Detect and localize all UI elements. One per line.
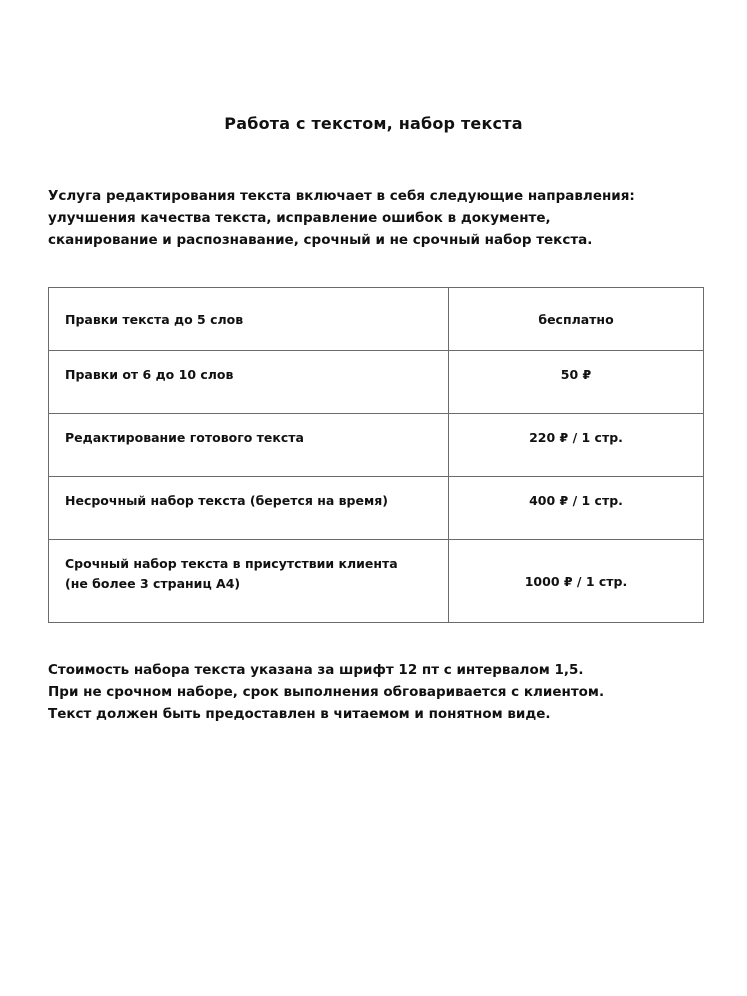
note-line: Стоимость набора текста указана за шрифт 12 пт с интервалом 1,5. <box>48 662 584 678</box>
service-name: Редактирование готового текста <box>65 430 304 445</box>
price-cell: 1000 ₽ / 1 стр. <box>449 540 704 623</box>
price-table <box>48 287 704 623</box>
price-row <box>49 414 704 477</box>
price-row <box>49 288 704 351</box>
price-cell: 400 ₽ / 1 стр. <box>449 477 704 540</box>
service-cell <box>49 414 449 477</box>
price-cell: бесплатно <box>449 288 704 351</box>
service-cell <box>49 540 449 623</box>
price-row <box>49 477 704 540</box>
service-name: Срочный набор текста в присутствии клиента <box>65 556 398 571</box>
service-name: Правки от 6 до 10 слов <box>65 367 234 382</box>
price-row <box>49 351 704 414</box>
note-line: Текст должен быть предоставлен в читаемом и понятном виде. <box>48 706 551 722</box>
service-name: Правки текста до 5 слов <box>65 311 244 327</box>
intro-paragraph <box>48 185 708 251</box>
service-name: Несрочный набор текста (берется на время) <box>65 493 388 508</box>
price-cell: 220 ₽ / 1 стр. <box>449 414 704 477</box>
price-cell: 50 ₽ <box>449 351 704 414</box>
service-note: (не более 3 страниц А4) <box>65 576 241 591</box>
page-title: Работа с текстом, набор текста <box>224 114 523 133</box>
service-cell <box>49 351 449 414</box>
service-cell <box>49 288 449 351</box>
price-row <box>49 540 704 623</box>
note-line: При не срочном наборе, срок выполнения обговаривается с клиентом. <box>48 684 605 700</box>
notes-paragraph <box>48 659 708 725</box>
intro-line: улучшения качества текста, исправление ошибок в документе, <box>48 210 551 226</box>
service-cell <box>49 477 449 540</box>
intro-line: Услуга редактирования текста включает в себя следующие направления: <box>48 188 635 204</box>
intro-line: сканирование и распознавание, срочный и не срочный набор текста. <box>48 232 593 248</box>
